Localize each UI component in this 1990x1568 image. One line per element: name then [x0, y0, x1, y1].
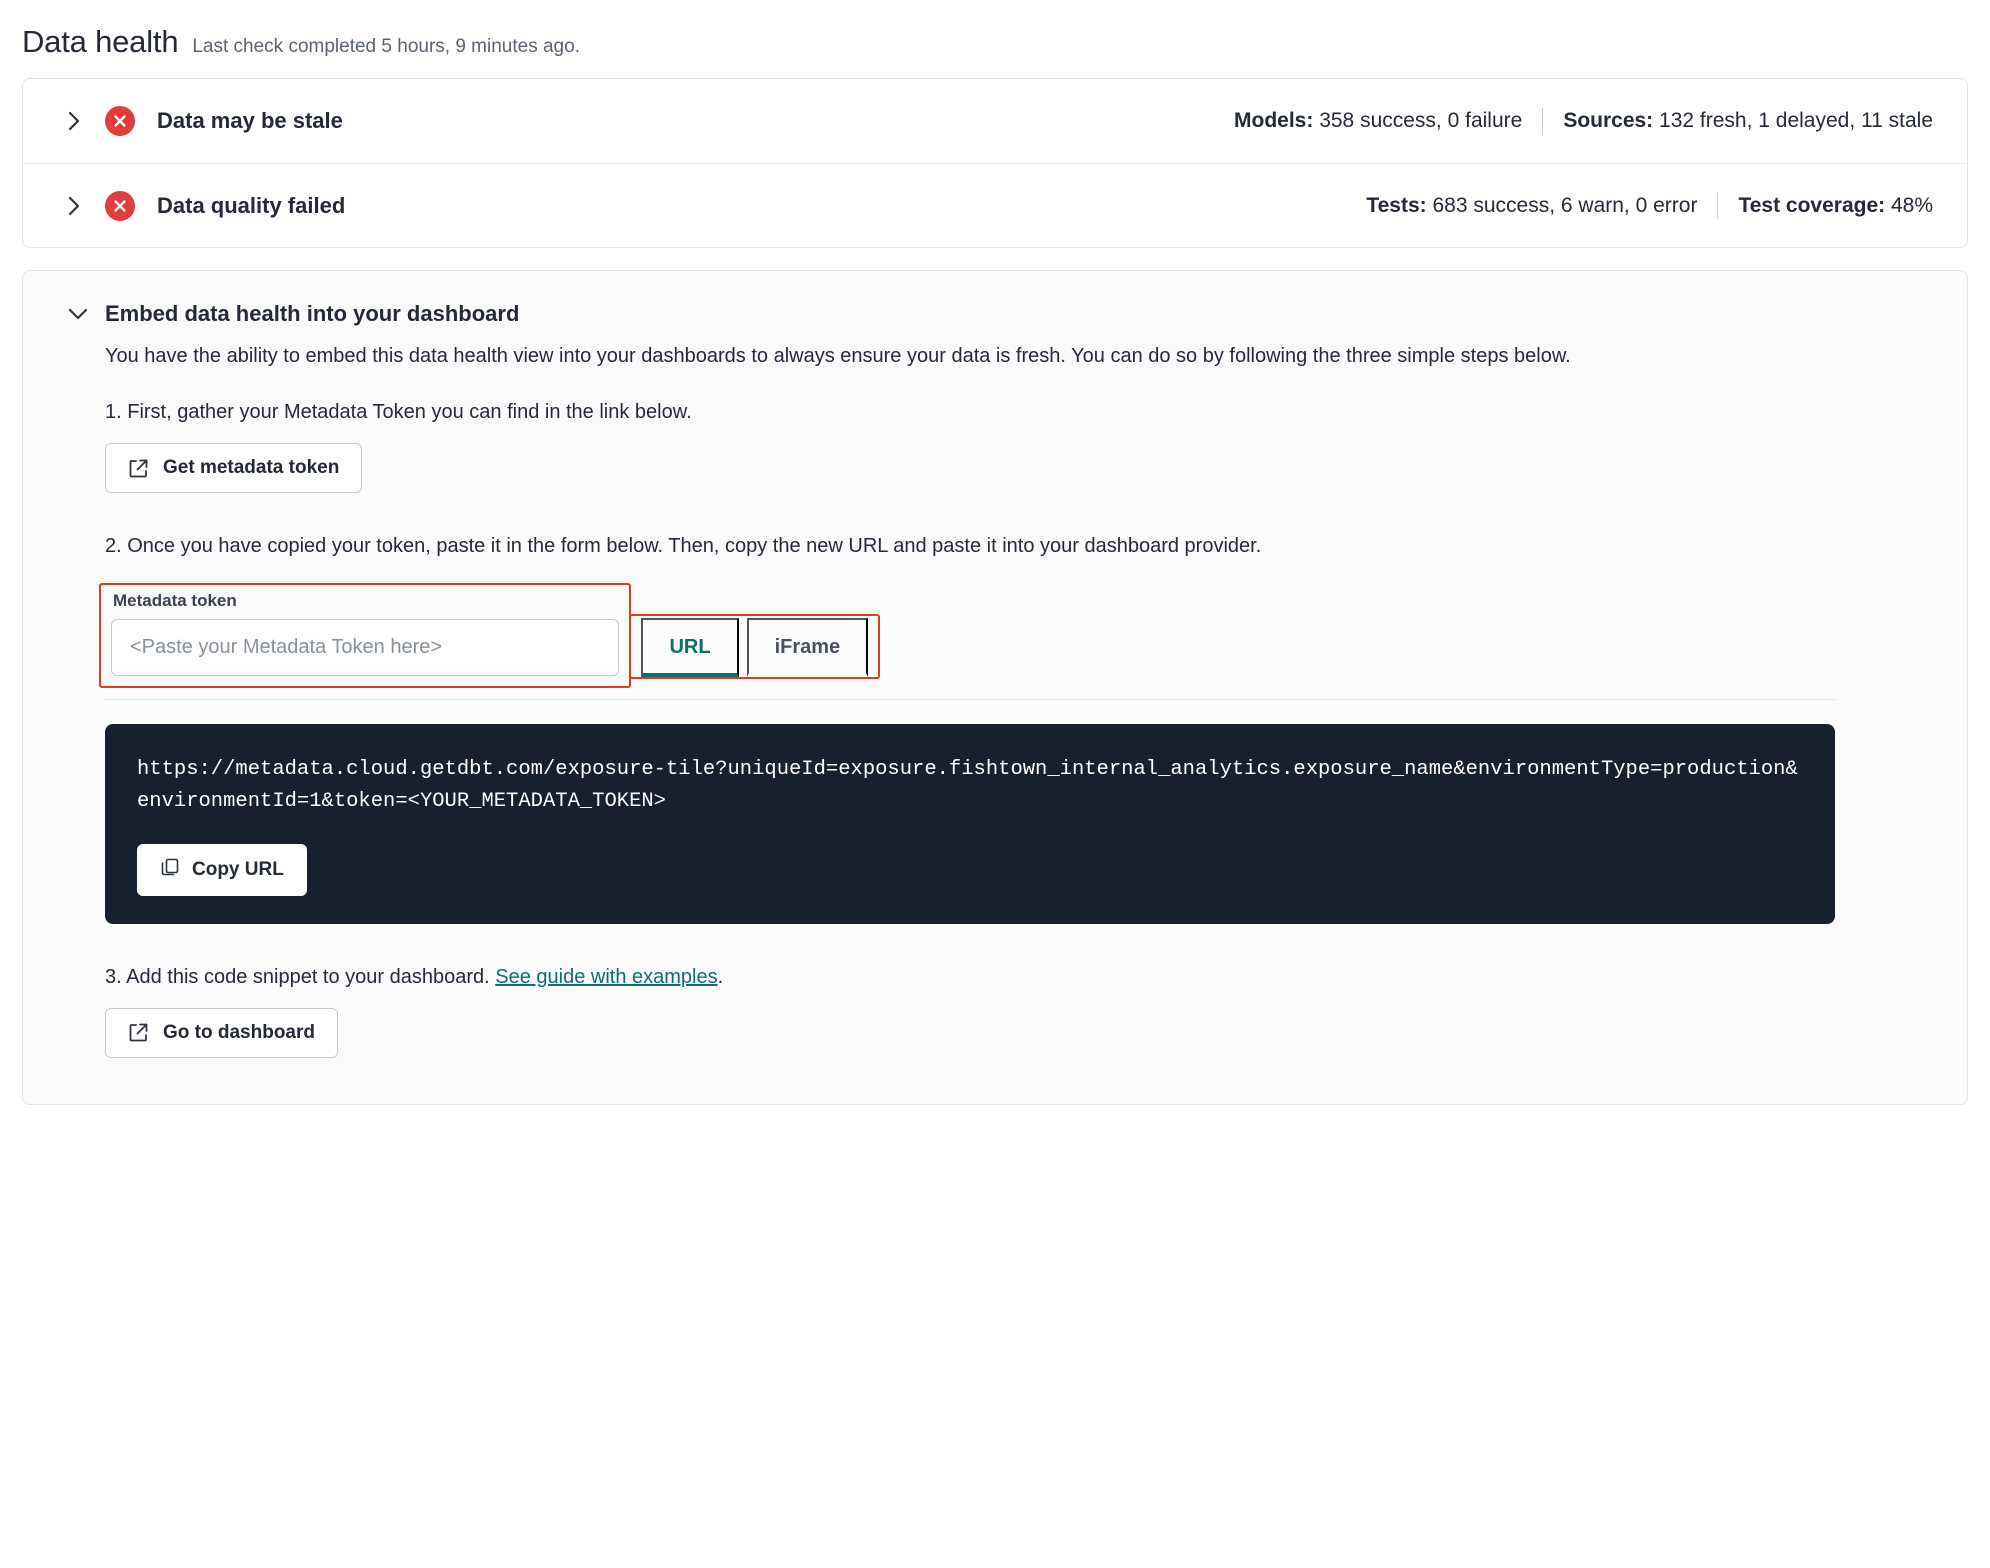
embed-step-1: 1. First, gather your Metadata Token you can find in the link below. [105, 401, 692, 423]
data-health-status-card [22, 78, 1968, 248]
tabs-divider [105, 699, 1835, 700]
metric-tests-name: Tests: [1366, 193, 1427, 217]
metric-models-value: 358 success, 0 failure [1319, 109, 1523, 132]
page-title: Data health [22, 24, 179, 59]
metric-sources [1563, 109, 1933, 133]
metric-tests [1366, 194, 1697, 218]
status-row-metrics [1234, 108, 1933, 135]
metadata-token-field-group [99, 583, 631, 688]
status-row-metrics [1366, 192, 1933, 219]
metric-sources-name: Sources: [1563, 109, 1654, 132]
metric-models [1234, 109, 1522, 133]
metric-test-coverage [1738, 194, 1933, 218]
chevron-right-icon[interactable] [67, 195, 83, 217]
metadata-token-label: Metadata token [113, 591, 237, 610]
tab-url[interactable]: URL [641, 618, 738, 677]
embed-step-2: 2. Once you have copied your token, paste it in the form below. Then, copy the new URL and paste it into your dashboard provider. [105, 535, 1262, 557]
embed-description: You have the ability to embed this data health view into your dashboards to always ensure your data is fresh. You can do so by following the three simple steps below. [105, 345, 1571, 367]
chevron-down-icon[interactable] [67, 306, 83, 322]
embed-format-tabs-group [629, 614, 880, 679]
embed-url-text: https://metadata.cloud.getdbt.com/exposure-tile?uniqueId=exposure.fishtown_internal_analytics.exposure_name&environmentType=production&environmentId=1&token=<YOUR_METADATA_TOKEN> [137, 758, 1798, 813]
metric-tests-value: 683 success, 6 warn, 0 error [1432, 193, 1698, 217]
metric-divider [1717, 192, 1718, 219]
metadata-token-input[interactable] [111, 619, 619, 676]
metric-test-coverage-value: 48% [1890, 193, 1933, 217]
go-to-dashboard-label: Go to dashboard [163, 1021, 315, 1043]
tab-iframe[interactable]: iFrame [747, 618, 869, 677]
last-check-status: Last check completed 5 hours, 9 minutes ago. [192, 36, 580, 57]
embed-step-3-suffix: . [717, 965, 724, 988]
metric-divider [1542, 108, 1543, 135]
embed-panel [22, 270, 1968, 1105]
embed-panel-body [67, 341, 1933, 1058]
status-label: Data quality failed [157, 192, 346, 218]
embed-step-3 [105, 962, 1933, 992]
external-link-icon [128, 458, 149, 479]
embed-panel-header[interactable] [67, 301, 1933, 327]
go-to-dashboard-button[interactable] [105, 1008, 338, 1058]
external-link-icon [128, 1022, 149, 1043]
status-row-data-quality-failed[interactable] [23, 163, 1967, 247]
metric-test-coverage-name: Test coverage: [1738, 193, 1886, 217]
embed-format-tabs [641, 618, 868, 677]
chevron-right-icon[interactable] [67, 110, 83, 132]
metric-sources-value: 132 fresh, 1 delayed, 11 stale [1659, 109, 1933, 132]
embed-panel-title: Embed data health into your dashboard [105, 301, 520, 326]
error-circle-icon [105, 191, 135, 221]
embed-step-3-prefix: 3. Add this code snippet to your dashboard. [105, 965, 496, 988]
status-row-data-may-be-stale[interactable] [23, 79, 1967, 163]
copy-icon [160, 857, 180, 883]
get-metadata-token-label: Get metadata token [163, 457, 340, 478]
see-guide-link[interactable]: See guide with examples [495, 965, 718, 988]
copy-url-label: Copy URL [192, 858, 284, 880]
status-row-left [67, 106, 343, 136]
copy-url-button[interactable] [137, 844, 307, 896]
embed-code-block [105, 724, 1835, 924]
page-header [22, 18, 1968, 78]
error-circle-icon [105, 106, 135, 136]
metric-models-name: Models: [1234, 109, 1314, 132]
status-label: Data may be stale [157, 108, 343, 133]
status-row-left [67, 191, 345, 221]
get-metadata-token-button[interactable] [105, 443, 362, 493]
